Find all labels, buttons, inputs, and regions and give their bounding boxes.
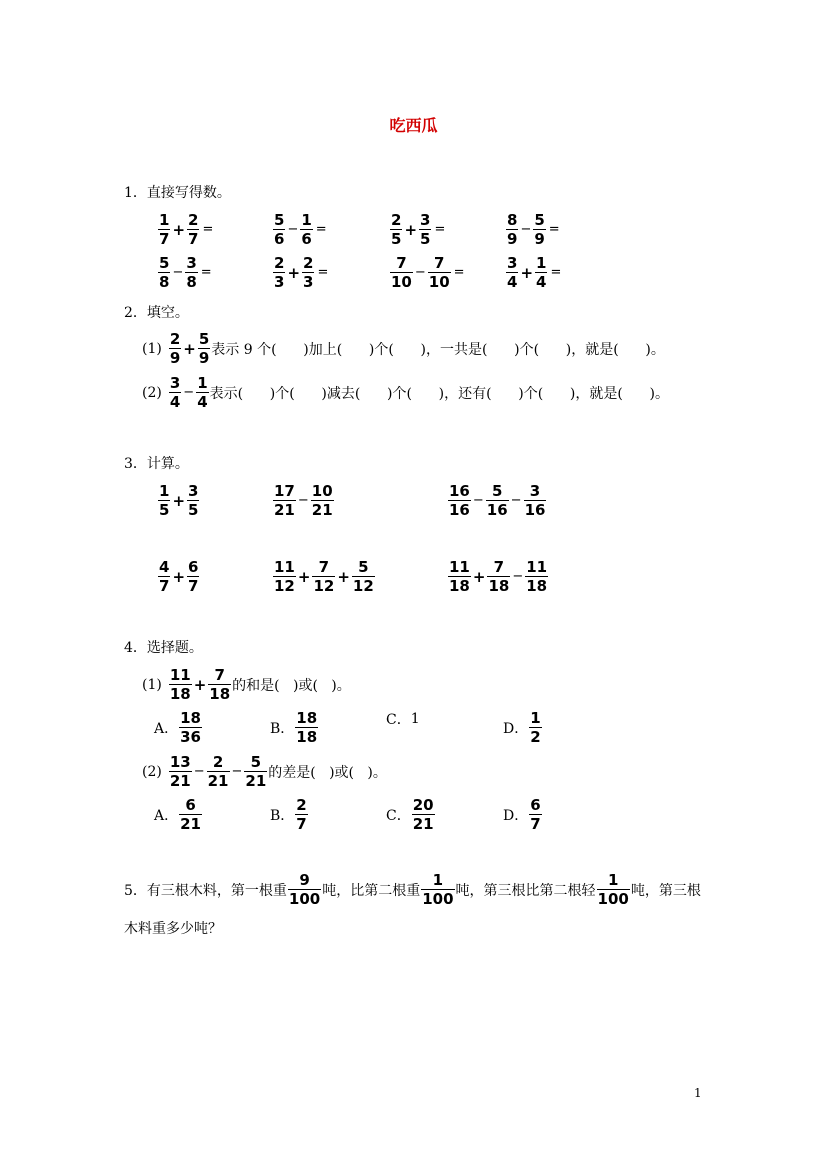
operator: + (287, 263, 301, 282)
q5-text-3: 吨，第三根比第二根轻 (455, 882, 596, 899)
fraction: $\frac{5}{9}$ (534, 211, 545, 248)
fraction: $\frac{3}{16}$ (524, 482, 546, 519)
operator: − (287, 222, 299, 237)
q2-heading: 2．填空。 (124, 305, 189, 321)
fraction: $\frac{1}{4}$ (536, 254, 547, 291)
operator: + (183, 339, 196, 358)
fraction: $\frac{6}{21}$ (180, 796, 201, 833)
operator: + (172, 567, 186, 586)
q1-exercise (272, 211, 328, 248)
operator: + (172, 220, 186, 239)
choice-option-label: B． (270, 807, 295, 824)
equals-sign: = (200, 265, 212, 280)
fraction: $\frac{2}{3}$ (303, 254, 314, 291)
fraction: $\frac{2}{9}$ (169, 330, 181, 367)
q1-exercise (389, 254, 466, 291)
q1-exercise (505, 254, 562, 291)
q2-part2-text: 表示( )个( )减去( )个( )，还有( )个( )，就是( )。 (209, 385, 669, 402)
operator: − (297, 493, 309, 508)
q3-expr-6 (447, 558, 549, 595)
choice-option (503, 796, 543, 833)
q1-exercise (389, 211, 446, 248)
q1-exercise (505, 211, 561, 248)
fraction: $\frac{8}{9}$ (507, 211, 518, 248)
fraction: $\frac{5}{21}$ (245, 753, 267, 790)
choice-option-label: A． (154, 807, 179, 824)
fraction: $\frac{1}{4}$ (197, 374, 208, 411)
fraction: $\frac{5}{12}$ (352, 558, 374, 595)
choice-option (270, 796, 309, 833)
fraction: $\frac{7}{18}$ (209, 666, 231, 703)
fraction: $\frac{1}{6}$ (301, 211, 312, 248)
fraction: $\frac{1}{100}$ (422, 871, 454, 908)
fraction: $\frac{4}{7}$ (159, 558, 170, 595)
choice-option (154, 796, 203, 833)
q4-heading: 4．选择题。 (124, 640, 203, 656)
fraction: $\frac{2}{7}$ (188, 211, 199, 248)
fraction: $\frac{11}{18}$ (526, 558, 548, 595)
operator: + (193, 675, 207, 694)
fraction: $\frac{2}{5}$ (391, 211, 402, 248)
fraction: $\frac{7}{12}$ (313, 558, 335, 595)
operator: + (172, 491, 186, 510)
choice-option-label: A． (154, 720, 179, 737)
operator: − (172, 265, 184, 280)
q3-expr-1 (157, 482, 200, 519)
choice-option-label: C． (386, 712, 411, 728)
fraction: $\frac{11}{12}$ (274, 558, 295, 595)
fraction: $\frac{17}{21}$ (274, 482, 295, 519)
page-number: 1 (694, 1086, 702, 1100)
fraction: $\frac{3}{4}$ (169, 374, 181, 411)
q4-part2-text: 的差是( )或( )。 (268, 764, 387, 781)
q4-part2 (142, 753, 387, 790)
q5-text-4: 吨，第三根 (630, 882, 701, 899)
q4-part1-text: 的和是( )或( )。 (232, 677, 351, 694)
fraction: $\frac{3}{4}$ (507, 254, 518, 291)
equals-sign: = (548, 222, 560, 237)
fraction: $\frac{16}{16}$ (449, 482, 470, 519)
choice-option (386, 709, 420, 729)
fraction: $\frac{7}{18}$ (488, 558, 510, 595)
fraction: $\frac{18}{36}$ (180, 709, 201, 746)
fraction: $\frac{6}{7}$ (530, 796, 541, 833)
operator: − (183, 385, 195, 400)
q3-expr-5 (272, 558, 376, 595)
fraction: $\frac{11}{18}$ (449, 558, 470, 595)
fraction: $\frac{13}{21}$ (169, 753, 191, 790)
operator: − (472, 493, 484, 508)
choice-option (270, 709, 319, 746)
choice-option-label: B． (270, 720, 295, 737)
q1-exercise (272, 254, 329, 291)
q4-part1-index: (1) (142, 676, 162, 693)
q2-part2-index: (2) (142, 384, 162, 401)
choice-option-value: 1 (410, 711, 420, 727)
fraction: $\frac{6}{7}$ (188, 558, 199, 595)
fraction: $\frac{18}{18}$ (296, 709, 318, 746)
operator: − (520, 222, 532, 237)
operator: − (510, 493, 522, 508)
fraction: $\frac{1}{100}$ (597, 871, 629, 908)
operator: + (404, 220, 418, 239)
q2-part1 (142, 330, 665, 367)
choice-option (503, 709, 543, 746)
q5-question (124, 871, 701, 908)
fraction: $\frac{5}{8}$ (159, 254, 170, 291)
fraction: $\frac{3}{5}$ (188, 482, 199, 519)
q2-part1-index: (1) (142, 340, 162, 357)
operator: − (231, 764, 243, 779)
q4-part2-index: (2) (142, 763, 162, 780)
choice-option-label: D． (503, 720, 529, 737)
choice-option (154, 709, 203, 746)
fraction: $\frac{7}{10}$ (391, 254, 412, 291)
q1-heading: 1．直接写得数。 (124, 185, 231, 201)
page-title: 吃西瓜 (389, 116, 438, 135)
q3-expr-3 (447, 482, 547, 519)
operator: − (414, 265, 426, 280)
q4-part1 (142, 666, 351, 703)
fraction: $\frac{1}{5}$ (159, 482, 170, 519)
fraction: $\frac{11}{18}$ (169, 666, 191, 703)
choice-option-label: C． (386, 807, 411, 824)
q3-expr-2 (272, 482, 335, 519)
fraction: $\frac{1}{7}$ (159, 211, 170, 248)
operator: + (520, 263, 534, 282)
fraction: $\frac{5}{6}$ (274, 211, 285, 248)
fraction: $\frac{7}{10}$ (428, 254, 450, 291)
equals-sign: = (202, 222, 214, 237)
choice-option-label: D． (503, 807, 529, 824)
q1-exercise (157, 211, 214, 248)
q1-exercise (157, 254, 213, 291)
equals-sign: = (317, 265, 329, 280)
fraction: $\frac{3}{8}$ (186, 254, 197, 291)
q5-text-line2: 木料重多少吨？ (124, 921, 222, 937)
fraction: $\frac{3}{5}$ (420, 211, 431, 248)
q2-part1-text: 表示 9 个( )加上( )个( )，一共是( )个( )，就是( )。 (211, 341, 665, 358)
q5-text-1: 5．有三根木料，第一根重 (124, 882, 287, 899)
fraction: $\frac{5}{16}$ (486, 482, 508, 519)
q2-part2 (142, 374, 669, 411)
equals-sign: = (550, 265, 562, 280)
fraction: $\frac{20}{21}$ (412, 796, 434, 833)
equals-sign: = (434, 222, 446, 237)
fraction: $\frac{10}{21}$ (311, 482, 333, 519)
q3-heading: 3．计算。 (124, 456, 189, 472)
operator: − (193, 764, 205, 779)
operator: + (297, 567, 311, 586)
operator: − (512, 569, 524, 584)
fraction: $\frac{9}{100}$ (288, 871, 321, 908)
operator: + (472, 567, 486, 586)
operator: + (337, 567, 350, 586)
choice-option (386, 796, 436, 833)
q5-text-2: 吨，比第二根重 (322, 882, 421, 899)
fraction: $\frac{5}{9}$ (198, 330, 210, 367)
equals-sign: = (315, 222, 327, 237)
fraction: $\frac{2}{3}$ (274, 254, 285, 291)
fraction: $\frac{2}{21}$ (207, 753, 229, 790)
fraction: $\frac{1}{2}$ (530, 709, 541, 746)
q3-expr-4 (157, 558, 200, 595)
equals-sign: = (453, 265, 465, 280)
fraction: $\frac{2}{7}$ (296, 796, 307, 833)
